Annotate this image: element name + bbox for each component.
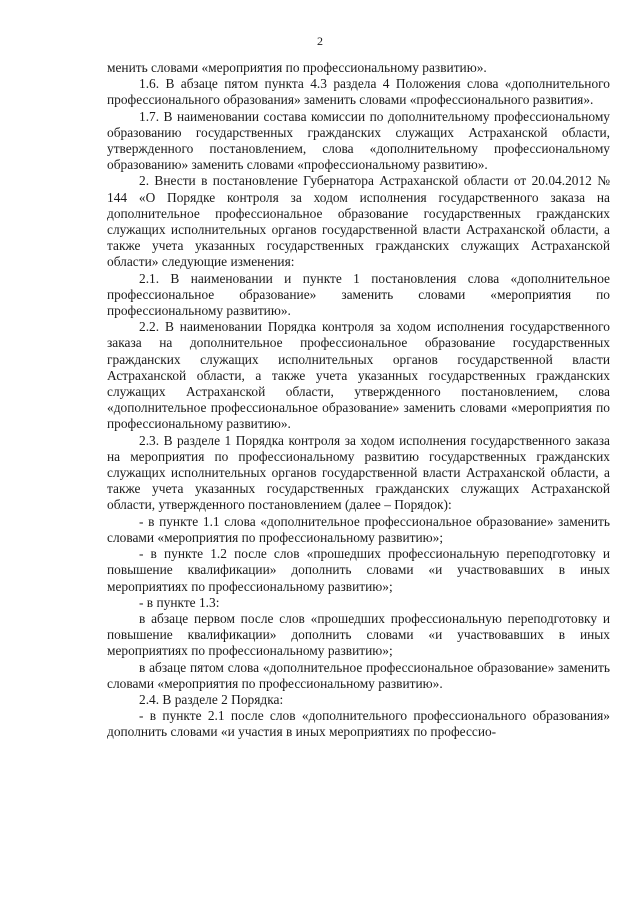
paragraph: в абзаце пятом слова «дополнительное профессиональное образование» заменить словами «мероприятия по профессиональному развитию». (107, 659, 610, 691)
paragraph: в абзаце первом после слов «прошедших профессиональную переподготовку и повышение квалификации» дополнить словами «и участвовавших в иных мероприятиях по профессиональному развитию»; (107, 610, 610, 659)
paragraph: менить словами «мероприятия по профессиональному развитию». (107, 60, 487, 75)
paragraph: 2.4. В разделе 2 Порядка: (139, 691, 284, 707)
document-body (107, 60, 610, 741)
paragraph: - в пункте 1.3: (139, 594, 220, 610)
paragraph: 2.1. В наименовании и пункте 1 постановления слова «дополнительное профессиональное образование» заменить словами «мероприятия по профессиональному развитию». (107, 270, 610, 319)
page-number: 2 (317, 34, 323, 48)
paragraph: - в пункте 1.2 после слов «прошедших профессиональную переподготовку и повышение квалификации» дополнить словами «и участвовавших в иных мероприятиях по профессиональному развитию»; (107, 546, 610, 594)
paragraph: 1.7. В наименовании состава комиссии по дополнительному профессиональному образованию государственных гражданских служащих Астраханской области, утвержденного постановлением, слова «дополнительному профессиональному образованию» заменить словами «профессиональному развитию». (107, 108, 610, 173)
paragraph: - в пункте 1.1 слова «дополнительное профессиональное образование» заменить словами «мероприятия по профессиональному развитию»; (107, 513, 610, 545)
paragraph: 1.6. В абзаце пятом пункта 4.3 раздела 4 Положения слова «дополнительного профессионального образования» заменить словами «профессионального развития». (107, 76, 610, 108)
paragraph: 2. Внести в постановление Губернатора Астраханской области от 20.04.2012 № 144 «О Порядке контроля за ходом исполнения государственного заказа на дополнительное профессиональное образование государственных гражданских служащих исполнительных органов государственной власти Астраханской области, а также учета указанных государственных гражданских служащих Астраханской области» следующие изменения: (107, 173, 610, 270)
paragraph: 2.3. В разделе 1 Порядка контроля за ходом исполнения государственного заказа на мероприятия по профессиональному развитию государственных гражданских служащих исполнительных органов государственной власти Астраханской области, а также учета указанных государственных гражданских служащих Астраханской области, утвержденного постановлением (далее – Порядок): (107, 432, 610, 513)
paragraph: 2.2. В наименовании Порядка контроля за ходом исполнения государственного заказа на дополнительное профессиональное образование государственных гражданских служащих исполнительных органов государственной власти Астраханской области, а также учета указанных государственных гражданских служащих Астраханской области, утвержденного постановлением, слова «дополнительное профессиональное образование» заменить словами «мероприятия по профессиональному развитию». (107, 319, 610, 432)
paragraph: - в пункте 2.1 после слов «дополнительного профессионального образования» дополнить словами «и участия в иных мероприятиях по профессио- (107, 708, 610, 740)
